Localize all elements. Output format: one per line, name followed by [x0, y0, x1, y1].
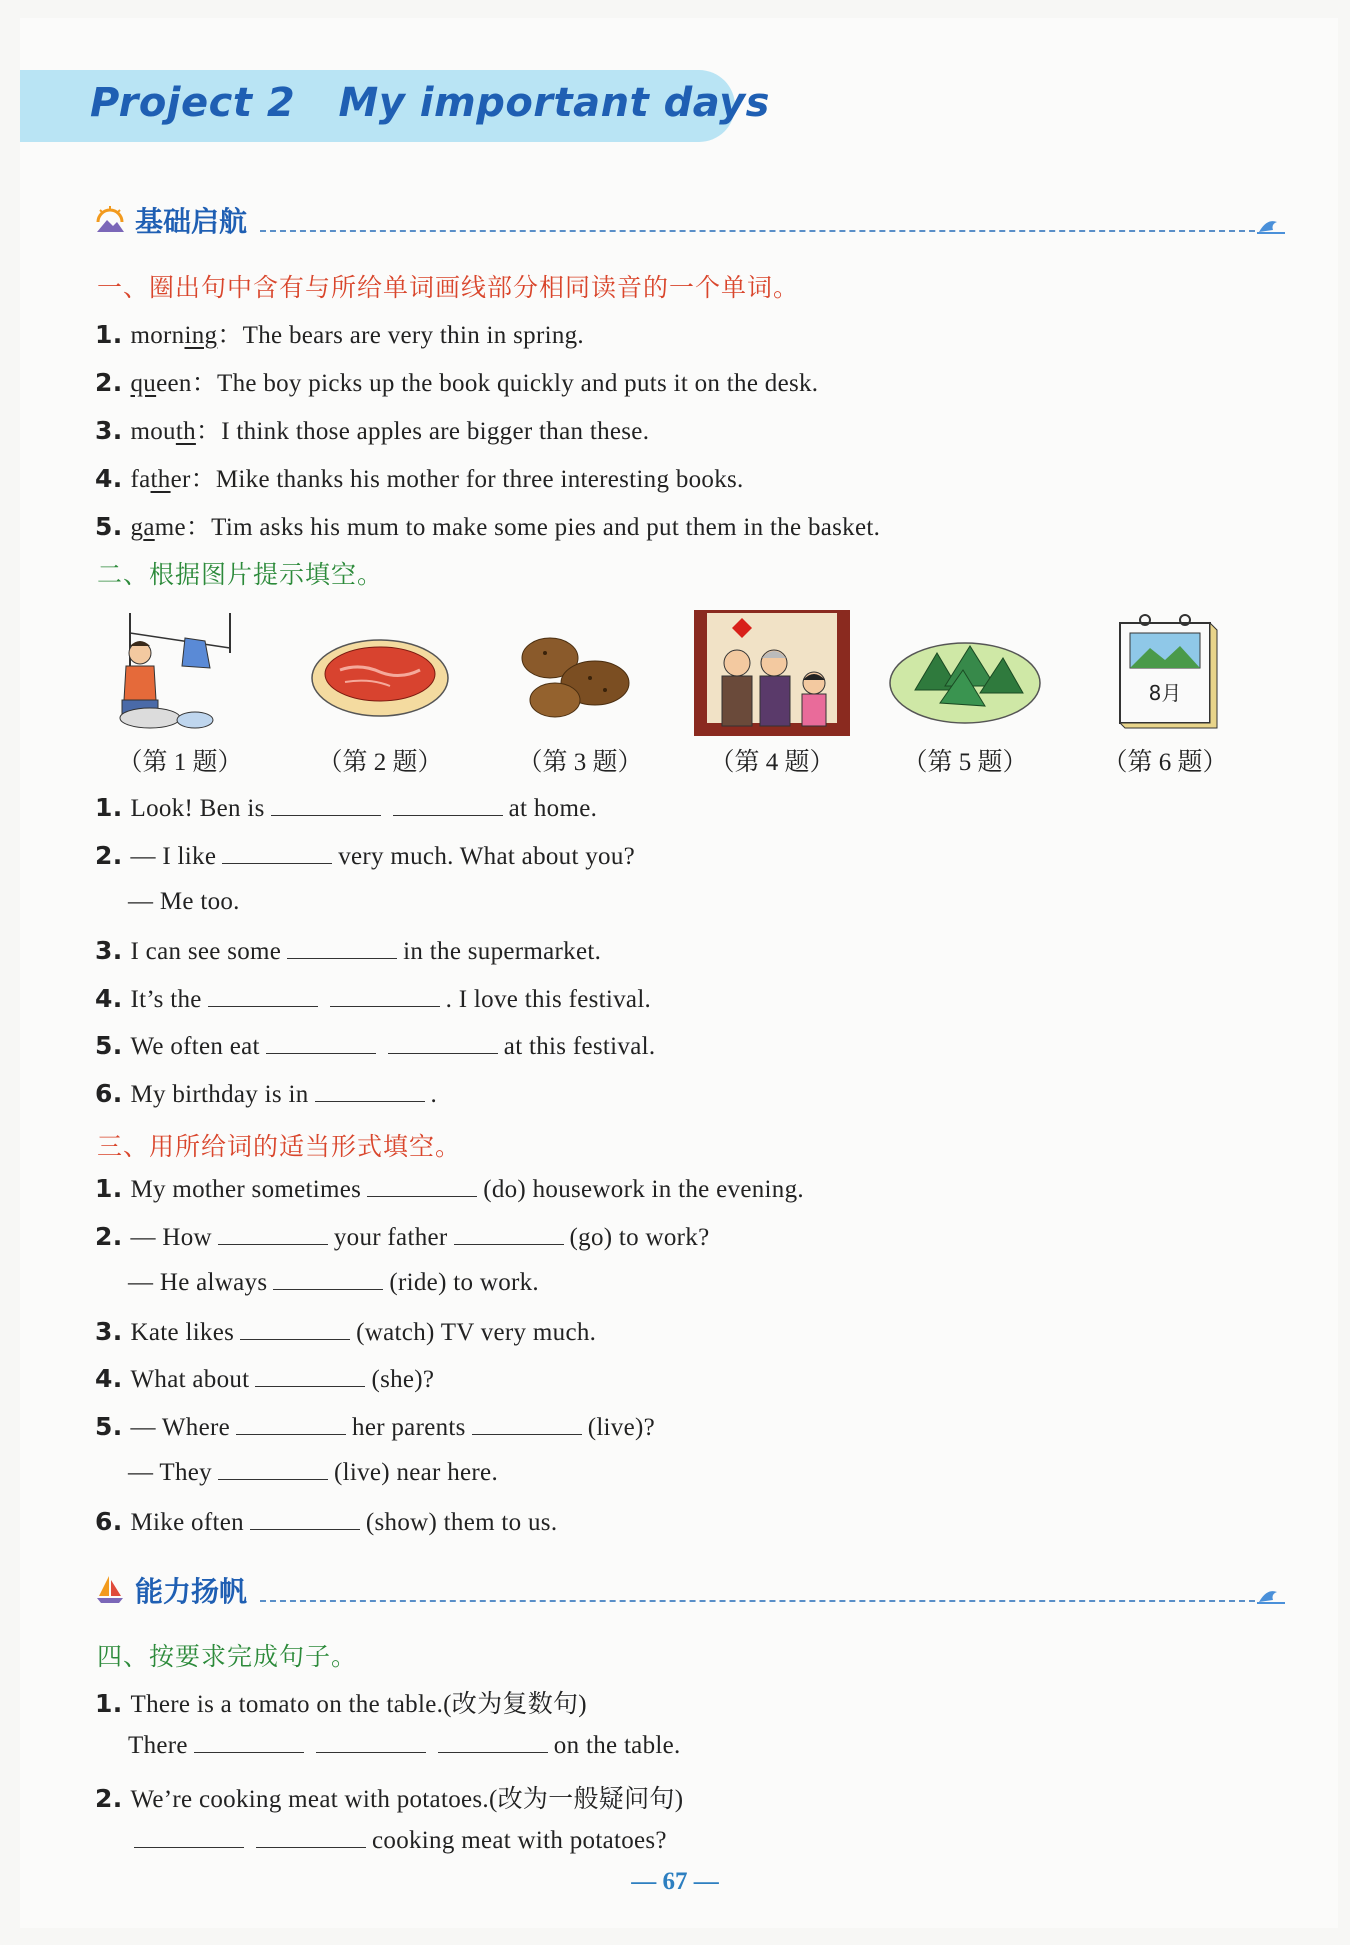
part3-item-2: 2. — How your father (go) to work?	[95, 1222, 710, 1251]
part2-heading: 二、根据图片提示填空。	[97, 560, 384, 589]
answer-blank[interactable]	[454, 1224, 564, 1245]
answer-blank[interactable]	[438, 1732, 548, 1753]
answer-blank[interactable]	[222, 843, 332, 864]
dashed-divider	[260, 1600, 1255, 1602]
part3-item-2-reply: — He always (ride) to work.	[128, 1269, 539, 1296]
part3-item-3: 3. Kate likes (watch) TV very much.	[95, 1317, 597, 1346]
answer-blank[interactable]	[287, 938, 397, 959]
washing-clothes-picture	[100, 608, 260, 738]
answer-blank[interactable]	[388, 1033, 498, 1054]
answer-blank[interactable]	[218, 1224, 328, 1245]
answer-blank[interactable]	[256, 1827, 366, 1848]
dashed-divider	[260, 230, 1255, 232]
answer-blank[interactable]	[266, 1033, 376, 1054]
wave-icon	[1257, 1584, 1285, 1604]
spring-festival-family-picture	[692, 608, 852, 738]
part3-heading: 三、用所给词的适当形式填空。	[97, 1132, 462, 1161]
part2-item-2: 2. — I like very much. What about you?	[95, 841, 636, 870]
section-header-ability	[95, 1570, 1285, 1610]
part1-item-2: 2. queen：The boy picks up the book quickly and puts it on the desk.	[95, 368, 819, 397]
answer-blank[interactable]	[194, 1732, 304, 1753]
part2-item-3: 3. I can see some in the supermarket.	[95, 936, 602, 965]
part4-item-2-answer: cooking meat with potatoes?	[128, 1827, 667, 1855]
calendar-month-label: 8月	[1148, 681, 1182, 705]
sun-mountain-icon	[95, 204, 125, 234]
potatoes-picture	[500, 608, 660, 738]
zongzi-plate-picture	[885, 608, 1045, 738]
part3-item-6: 6. Mike often (show) them to us.	[95, 1507, 558, 1536]
answer-blank[interactable]	[218, 1459, 328, 1480]
answer-blank[interactable]	[240, 1319, 350, 1340]
picture-caption-5: （第 5 题）	[902, 749, 1028, 776]
part4-heading: 四、按要求完成句子。	[97, 1642, 358, 1671]
part4-item-2: 2. We’re cooking meat with potatoes.(改为一般疑问句)	[95, 1784, 684, 1813]
page-title: Project 2 My important days	[90, 80, 770, 126]
part2-item-6: 6. My birthday is in .	[95, 1079, 438, 1108]
answer-blank[interactable]	[472, 1414, 582, 1435]
part1-item-1: 1. morning：The bears are very thin in spring.	[95, 320, 584, 349]
answer-blank[interactable]	[367, 1176, 477, 1197]
meat-plate-picture	[300, 608, 460, 738]
answer-blank[interactable]	[208, 986, 318, 1007]
part2-item-2-reply: — Me too.	[128, 888, 240, 915]
answer-blank[interactable]	[330, 986, 440, 1007]
part3-item-5-reply: — They (live) near here.	[128, 1459, 498, 1486]
part1-item-5: 5. game：Tim asks his mum to make some pies and put them in the basket.	[95, 512, 881, 541]
part4-item-1-answer: There on the table.	[128, 1732, 681, 1759]
part3-item-1: 1. My mother sometimes (do) housework in the evening.	[95, 1174, 804, 1203]
page-number: — 67 —	[631, 1868, 719, 1895]
part3-item-4: 4. What about (she)?	[95, 1364, 435, 1393]
calendar-august-picture	[1085, 608, 1245, 738]
part2-item-4: 4. It’s the . I love this festival.	[95, 984, 652, 1013]
part2-item-1: 1. Look! Ben is at home.	[95, 793, 598, 822]
answer-blank[interactable]	[134, 1827, 244, 1848]
section-header-basics	[95, 200, 1285, 240]
part1-item-3: 3. mouth：I think those apples are bigger than these.	[95, 416, 650, 445]
answer-blank[interactable]	[271, 795, 381, 816]
picture-caption-1: （第 1 题）	[117, 749, 243, 776]
answer-blank[interactable]	[250, 1509, 360, 1530]
section-title: 基础启航	[135, 205, 248, 238]
picture-caption-6: （第 6 题）	[1102, 749, 1228, 776]
part3-item-5: 5. — Where her parents (live)?	[95, 1412, 656, 1441]
sailboat-icon	[95, 1574, 125, 1604]
part2-item-5: 5. We often eat at this festival.	[95, 1031, 656, 1060]
part1-item-4: 4. father：Mike thanks his mother for three interesting books.	[95, 464, 744, 493]
part1-heading: 一、圈出句中含有与所给单词画线部分相同读音的一个单词。	[97, 273, 800, 302]
answer-blank[interactable]	[316, 1732, 426, 1753]
part4-item-1: 1. There is a tomato on the table.(改为复数句)	[95, 1689, 587, 1718]
wave-icon	[1257, 214, 1285, 234]
picture-caption-2: （第 2 题）	[317, 749, 443, 776]
picture-caption-4: （第 4 题）	[709, 749, 835, 776]
answer-blank[interactable]	[236, 1414, 346, 1435]
answer-blank[interactable]	[255, 1366, 365, 1387]
picture-caption-3: （第 3 题）	[517, 749, 643, 776]
section-title: 能力扬帆	[135, 1575, 248, 1608]
answer-blank[interactable]	[315, 1081, 425, 1102]
answer-blank[interactable]	[273, 1269, 383, 1290]
answer-blank[interactable]	[393, 795, 503, 816]
